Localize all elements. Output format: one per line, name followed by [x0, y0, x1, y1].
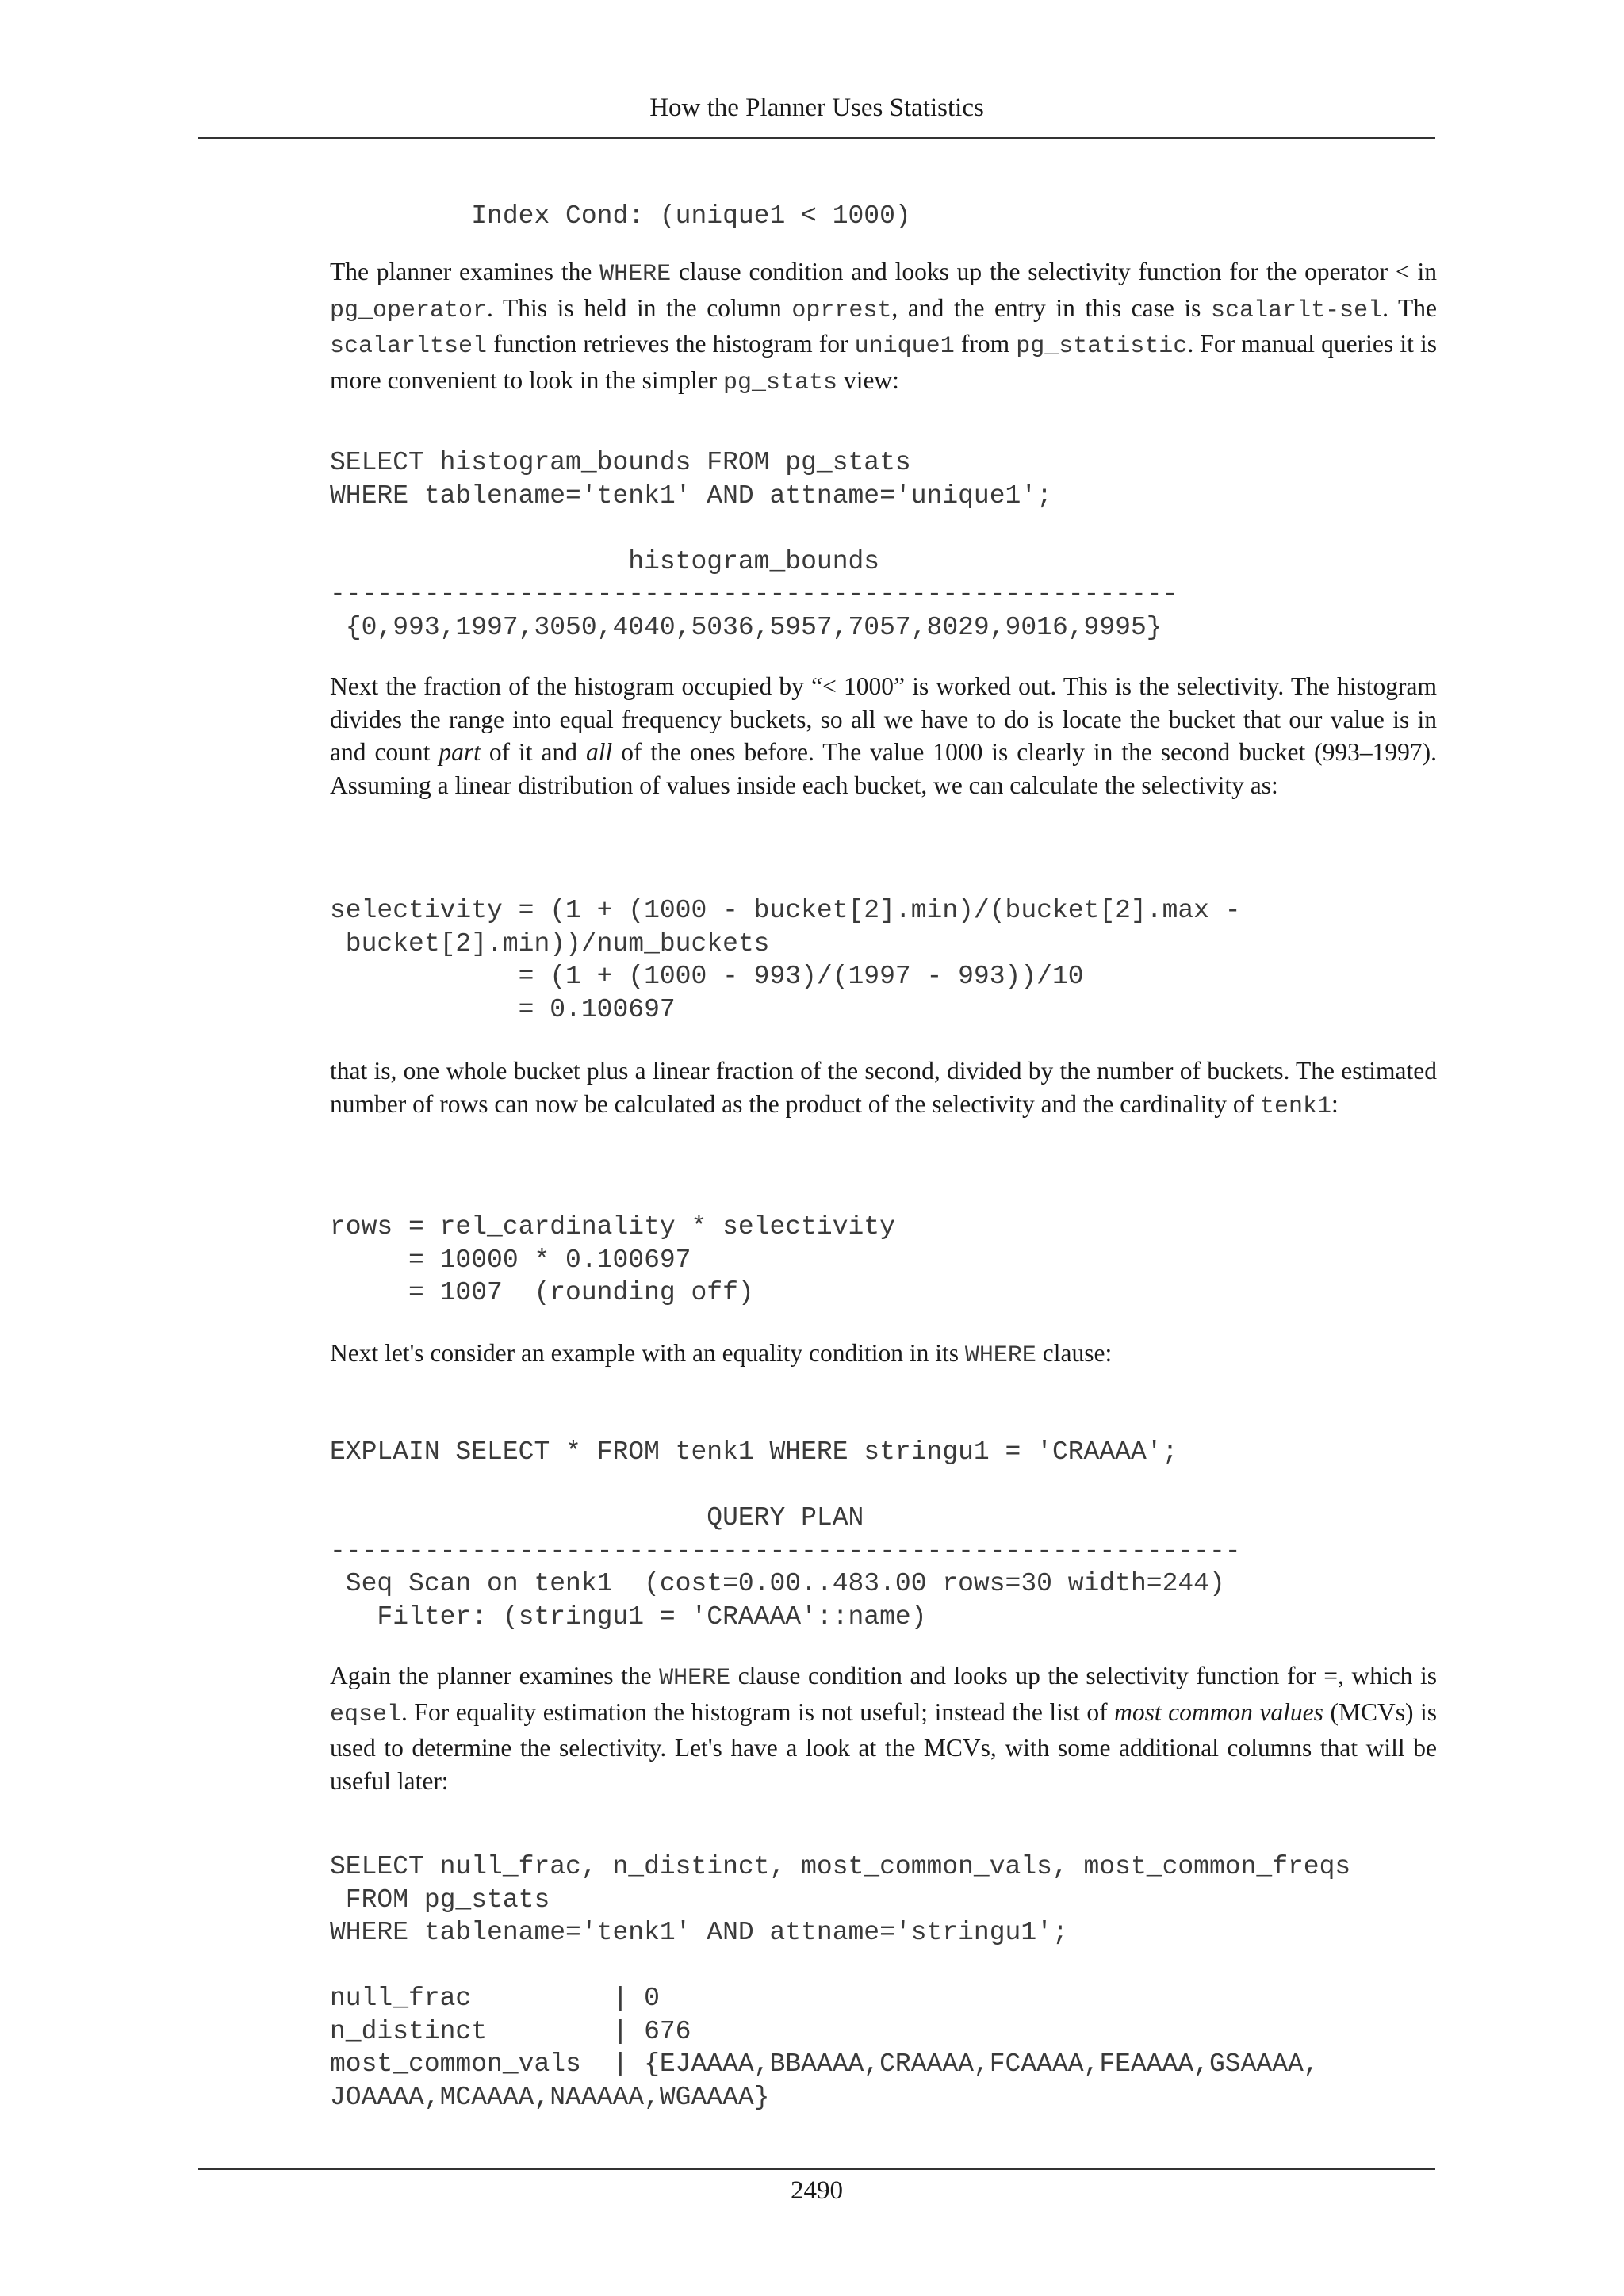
code-line: Index Cond: (unique1 < 1000)	[330, 201, 911, 231]
paragraph-mcv-explanation: Again the planner examines the WHERE clause condition and looks up the selectivity function for =, which is eqsel. For equality estimation the histogram is not useful; instead the list of most common values (MCVs) is used to determine the selectivity. Let's have a look at the MCVs, with some additional columns that will be useful later:	[330, 1662, 1437, 1795]
code-block-mcv-query	[330, 1850, 1350, 2114]
code-line: null_frac | 0	[330, 1984, 660, 2013]
paragraph-equality-example: Next let's consider an example with an equality condition in its WHERE clause:	[330, 1339, 1113, 1369]
inline-code: scalarlt-sel	[1211, 297, 1383, 324]
code-block-rows-formula	[330, 1211, 895, 1310]
inline-code: WHERE	[659, 1665, 731, 1692]
code-block-histogram-query	[330, 446, 1178, 644]
code-line: rows = rel_cardinality * selectivity	[330, 1212, 895, 1242]
code-block-selectivity-formula	[330, 894, 1241, 1026]
code-line: {0,993,1997,3050,4040,5036,5957,7057,8029,9016,9995}	[330, 612, 1162, 642]
code-block-explain-query	[330, 1436, 1241, 1633]
code-line: = (1 + (1000 - 993)/(1997 - 993))/10	[330, 962, 1084, 991]
inline-code: oprrest	[791, 297, 892, 324]
code-line: FROM pg_stats	[330, 1885, 550, 1915]
code-line: bucket[2].min))/num_buckets	[330, 928, 770, 959]
code-line: JOAAAA,MCAAAA,NAAAAA,WGAAAA}	[330, 2082, 770, 2112]
inline-code: WHERE	[964, 1342, 1036, 1369]
code-line: Seq Scan on tenk1 (cost=0.00..483.00 rows=30 width=244)	[330, 1569, 1225, 1598]
header-rule	[198, 137, 1435, 139]
inline-code: pg_statistic	[1016, 333, 1188, 360]
code-line: n_distinct | 676	[330, 2016, 691, 2046]
page-number: 2490	[791, 2176, 843, 2205]
running-header: How the Planner Uses Statistics	[649, 94, 984, 122]
code-line	[330, 1950, 1350, 1983]
code-line: WHERE tablename='tenk1' AND attname='unique1';	[330, 480, 1052, 511]
code-line: WHERE tablename='tenk1' AND attname='stringu1';	[330, 1918, 1068, 1947]
code-line	[330, 1469, 1241, 1502]
inline-code: pg_operator	[330, 297, 488, 324]
code-line: SELECT null_frac, n_distinct, most_common_vals, most_common_freqs	[330, 1852, 1351, 1881]
code-block-index-cond	[330, 200, 911, 233]
code-line: selectivity = (1 + (1000 - bucket[2].min)/(bucket[2].max -	[330, 896, 1241, 925]
paragraph-selectivity-function: The planner examines the WHERE clause condition and looks up the selectivity function for the operator < in pg_operator. This is held in the column oprrest, and the entry in this case is scalarlt-sel. The scalarltsel function retrieves the histogram for unique1 from pg_statistic. For manual queries it is more convenient to look in the simpler pg_stats view:	[330, 258, 1438, 396]
inline-code: unique1	[854, 333, 955, 360]
inline-code: tenk1	[1259, 1093, 1331, 1120]
code-line: histogram_bounds	[330, 546, 880, 576]
inline-code: WHERE	[599, 261, 672, 288]
code-line: SELECT histogram_bounds FROM pg_stats	[330, 448, 911, 477]
code-line: = 1007 (rounding off)	[330, 1278, 754, 1307]
paragraph-histogram-fraction: Next the fraction of the histogram occupied by “< 1000” is worked out. This is the selectivity. The histogram divides the range into equal frequency buckets, so all we have to do is locate the bucket that our value is in and count part of it and all of the ones before. The value 1000 is clearly in the second bucket (993–1997). Assuming a linear distribution of values inside each bucket, we can calculate the selectivity as:	[330, 672, 1438, 799]
code-line: QUERY PLAN	[330, 1503, 864, 1533]
code-line: ------------------------------------------------------	[330, 580, 1178, 609]
code-line: Filter: (stringu1 = 'CRAAAA'::name)	[330, 1601, 927, 1632]
inline-code: pg_stats	[723, 369, 838, 396]
footer-rule	[198, 2168, 1435, 2170]
code-line: EXPLAIN SELECT * FROM tenk1 WHERE stringu1 = 'CRAAAA';	[330, 1437, 1178, 1467]
code-line: = 10000 * 0.100697	[330, 1245, 691, 1275]
paragraph-estimated-rows: that is, one whole bucket plus a linear fraction of the second, divided by the number of buckets. The estimated number of rows can now be calculated as the product of the selectivity and the cardinality of tenk1:	[330, 1057, 1437, 1120]
inline-code: eqsel	[330, 1701, 402, 1728]
code-line: most_common_vals | {EJAAAA,BBAAAA,CRAAAA,FCAAAA,FEAAAA,GSAAAA,	[330, 2049, 1320, 2079]
inline-code: scalarltsel	[330, 333, 488, 360]
code-line: ----------------------------------------------------------	[330, 1536, 1241, 1566]
code-line: = 0.100697	[330, 994, 676, 1024]
code-line	[330, 512, 1178, 545]
